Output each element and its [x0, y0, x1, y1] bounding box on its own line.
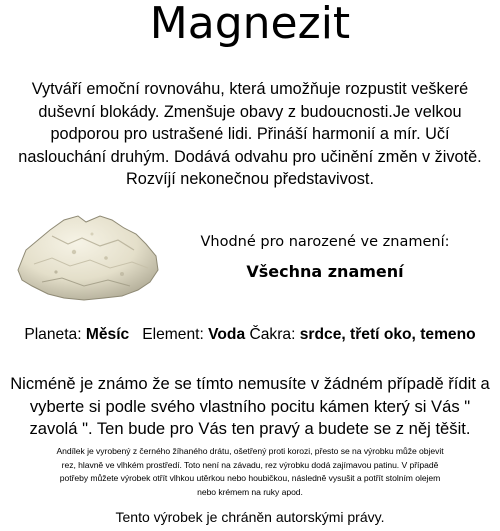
care-instructions: Andílek je vyrobený z černého žíhaného drátu, ošetřený proti korozi, přesto se na výrobku může objevit rez, hlavně ve vlhkém prostředí. Toto není na závadu, rez výrobku dodá zajímavou patinu. V případě potřeby můžete výrobek otřít vlhkou utěrkou nebo houbičkou, následně vysušit a potřít stolním olejem nebo krémem na ruky apod. — [56, 446, 444, 497]
element-label: Element: — [142, 326, 204, 343]
copyright-notice: Tento výrobek je chráněn autorskými právy. — [115, 509, 385, 525]
stone-properties — [0, 324, 500, 346]
page-title: Magnezit — [149, 0, 351, 49]
planet-label: Planeta: — [24, 326, 82, 343]
selection-note: Nicméně je známo že se tímto nemusíte v žádném případě řídit a vyberte si podle svého vlastního pocitu kámen který si Vás " zavolá ". Ten bude pro Vás ten pravý a budete se z něj těšit. — [10, 374, 490, 438]
chakra-value: srdce, třetí oko, temeno — [299, 326, 476, 343]
stone-description: Vytváří emoční rovnováhu, která umožňuje rozpustit veškeré duševní blokády. Zmenšuje obavy z budoucnosti.Je velkou podporou pro ustrašené lidi. Přináší harmonií a mír. Učí naslouchání druhým. Dodává odvahu pro učinění změn v životě. Rozvíjí nekonečnou představivost. — [18, 80, 482, 188]
element-value: Voda — [208, 326, 246, 343]
zodiac-value: Všechna znamení — [246, 262, 404, 281]
zodiac-label: Vhodné pro narozené ve znamení: — [200, 234, 450, 250]
chakra-label: Čakra: — [249, 326, 296, 343]
magnesite-stone-icon — [12, 206, 162, 306]
planet-value: Měsíc — [85, 326, 130, 343]
